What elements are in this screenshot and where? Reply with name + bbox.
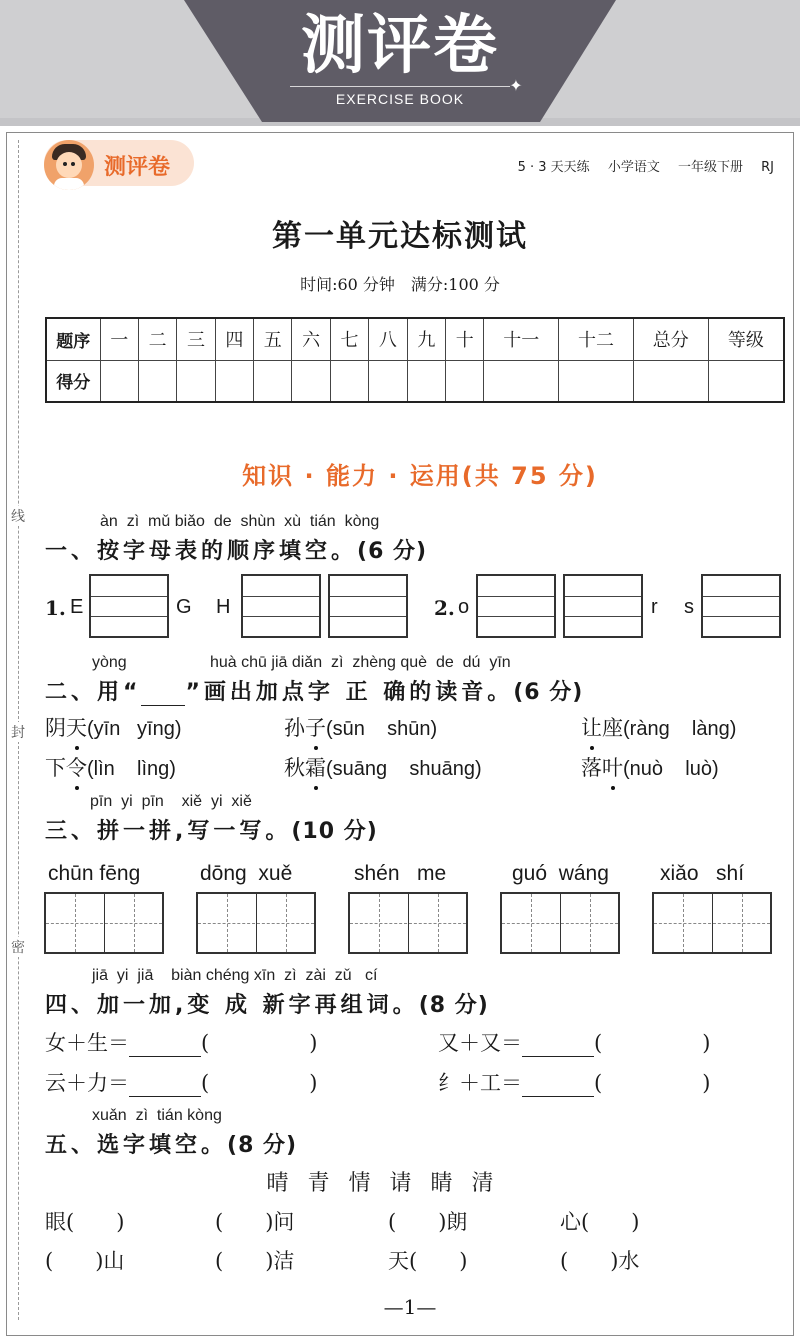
q5-pinyin: xuǎn zì tián kòng — [92, 1107, 222, 1124]
q2-item[interactable]: 孙子(sūn shūn) — [284, 712, 437, 742]
boy-avatar-icon — [44, 140, 94, 190]
col-header: 九 — [407, 318, 445, 360]
score-cell[interactable] — [484, 360, 559, 402]
q1-letter-g: G — [176, 596, 192, 618]
q1-title-text: 一、按字母表的顺序填空。 — [45, 539, 358, 564]
q2-item[interactable]: 落叶(nuò luò) — [581, 752, 719, 782]
q1-fourline-box[interactable] — [328, 574, 408, 638]
q1-p2-num — [434, 596, 455, 621]
q3-points: (10 分) — [291, 819, 378, 844]
col-header: 十一 — [484, 318, 559, 360]
subject-name: 小学语文 — [607, 160, 660, 175]
q3-title — [45, 814, 378, 845]
edition-code: RJ — [761, 160, 774, 175]
col-header: 总分 — [633, 318, 708, 360]
row-label-order: 题序 — [46, 318, 100, 360]
badge-label: 测评卷 — [104, 155, 171, 180]
q2-title — [45, 675, 583, 706]
q1-letter-o: o — [458, 596, 470, 618]
score-table — [45, 317, 785, 403]
binding-mark-feng: 封 — [10, 722, 26, 742]
q4-points: (8 分) — [418, 993, 489, 1018]
q3-writing-grid[interactable] — [500, 892, 620, 954]
q2-item[interactable]: 让座(ràng làng) — [581, 712, 736, 742]
q4-equation[interactable]: 纟＋工＝ ( ) — [438, 1071, 711, 1095]
q1-fourline-box[interactable] — [476, 574, 556, 638]
q4-title — [45, 988, 489, 1019]
q2-title-blank — [141, 686, 185, 706]
q1-title — [45, 534, 427, 565]
time-info: 时间:60 分钟 满分:100 分 — [300, 275, 500, 294]
q3-word-pinyin: shén me — [354, 862, 447, 885]
q4-pinyin: jiā yi jiā biàn chéng xīn zì zài zǔ cí — [92, 967, 378, 984]
q3-writing-grid[interactable] — [44, 892, 164, 954]
q1-letter-s: s — [684, 596, 694, 618]
q5-blank[interactable]: ( )山 — [45, 1249, 125, 1273]
q1-fourline-box[interactable] — [89, 574, 169, 638]
q3-title-text: 三、拼一拼,写一写。 — [45, 819, 292, 844]
q1-fourline-box[interactable] — [563, 574, 643, 638]
q5-blank[interactable]: 眼( ) — [45, 1210, 125, 1234]
q5-blank[interactable]: 天( ) — [388, 1249, 468, 1273]
q1-letter-r: r — [651, 596, 658, 618]
page-title: 第一单元达标测试 — [272, 219, 528, 254]
score-cell[interactable] — [633, 360, 708, 402]
col-header: 八 — [369, 318, 407, 360]
score-cell[interactable] — [708, 360, 784, 402]
col-header: 一 — [100, 318, 138, 360]
score-cell[interactable] — [254, 360, 292, 402]
q1-p2-number: 2. — [434, 596, 455, 620]
q5-blank[interactable]: ( )朗 — [388, 1210, 468, 1234]
score-cell[interactable] — [215, 360, 253, 402]
q1-p1-num — [45, 596, 66, 621]
q4-equation[interactable]: 女＋生＝ ( ) — [45, 1031, 318, 1055]
score-cell[interactable] — [369, 360, 407, 402]
q4-equation[interactable]: 云＋力＝ ( ) — [45, 1071, 318, 1095]
q1-pinyin: àn zì mǔ biǎo de shùn xù tián kòng — [100, 513, 380, 530]
col-header: 十 — [446, 318, 484, 360]
q3-pinyin: pīn yi pīn xiě yi xiě — [90, 793, 252, 810]
q1-fourline-box[interactable] — [241, 574, 321, 638]
col-header: 四 — [215, 318, 253, 360]
q3-word-pinyin: xiǎo shí — [660, 862, 745, 885]
sparkle-icon: ✦ — [509, 76, 523, 95]
score-cell[interactable] — [292, 360, 330, 402]
banner-title: 测评卷 — [301, 9, 499, 83]
score-cell[interactable] — [100, 360, 138, 402]
score-cell[interactable] — [138, 360, 176, 402]
page-number: —1— — [383, 1295, 437, 1319]
col-header: 七 — [330, 318, 368, 360]
q2-item[interactable]: 秋霜(suāng shuāng) — [284, 752, 482, 782]
q2-pinyin-b: huà chū jiā diǎn zì zhèng què de dú yīn — [210, 654, 511, 671]
q2-points: (6 分) — [513, 680, 584, 705]
q3-writing-grid[interactable] — [652, 892, 772, 954]
col-header: 等级 — [708, 318, 784, 360]
top-banner — [0, 0, 800, 126]
q4-title-text: 四、加一加,变 成 新字再组词。 — [45, 993, 419, 1018]
series-name: 5 · 3 天天练 — [517, 160, 590, 175]
score-cell[interactable] — [559, 360, 634, 402]
binding-mark-xian: 线 — [10, 506, 26, 526]
q3-word-pinyin: guó wáng — [512, 862, 609, 885]
q1-fourline-box[interactable] — [701, 574, 781, 638]
score-table-score-row — [46, 360, 784, 402]
q1-letter-h: H — [216, 596, 231, 618]
score-cell[interactable] — [446, 360, 484, 402]
q5-blank[interactable]: 心( ) — [560, 1210, 640, 1234]
q2-title-a: 二、用“ — [45, 680, 142, 705]
score-cell[interactable] — [177, 360, 215, 402]
q5-points: (8 分) — [227, 1133, 298, 1158]
q5-choice-characters: 晴 青 情 请 睛 清 — [266, 1171, 494, 1196]
score-cell[interactable] — [407, 360, 445, 402]
q5-blank[interactable]: ( )水 — [560, 1249, 640, 1273]
q1-p1-number: 1. — [45, 596, 66, 620]
q1-points: (6 分) — [357, 539, 428, 564]
banner-rule — [290, 86, 510, 87]
row-label-score: 得分 — [46, 360, 100, 402]
q5-title-text: 五、选字填空。 — [45, 1133, 228, 1158]
q2-pinyin-a: yòng — [92, 654, 127, 671]
q2-item[interactable]: 下令(lìn lìng) — [45, 752, 176, 782]
col-header: 五 — [254, 318, 292, 360]
header-meta — [504, 156, 774, 175]
col-header: 二 — [138, 318, 176, 360]
score-table-header-row — [46, 318, 784, 360]
q3-word-pinyin: chūn fēng — [48, 862, 141, 885]
col-header: 三 — [177, 318, 215, 360]
col-header: 六 — [292, 318, 330, 360]
q5-blank[interactable]: ( )问 — [215, 1210, 295, 1234]
q3-writing-grid[interactable] — [348, 892, 468, 954]
q2-item[interactable]: 阴天(yīn yīng) — [45, 712, 181, 742]
q3-word-pinyin: dōng xuě — [200, 862, 293, 885]
q5-blank[interactable]: ( )洁 — [215, 1249, 295, 1273]
score-cell[interactable] — [330, 360, 368, 402]
banner-subtitle: EXERCISE BOOK — [335, 91, 465, 107]
q1-letter-e: E — [70, 596, 84, 618]
q3-writing-grid[interactable] — [196, 892, 316, 954]
q5-title — [45, 1128, 297, 1159]
q2-title-b: ”画出加点字 正 确的读音。 — [185, 680, 514, 705]
col-header: 十二 — [559, 318, 634, 360]
section-heading: 知识 · 能力 · 运用(共 75 分) — [242, 462, 598, 490]
q4-equation[interactable]: 又＋又＝ ( ) — [438, 1031, 711, 1055]
grade-name: 一年级下册 — [677, 160, 743, 175]
binding-mark-mi: 密 — [10, 937, 26, 957]
